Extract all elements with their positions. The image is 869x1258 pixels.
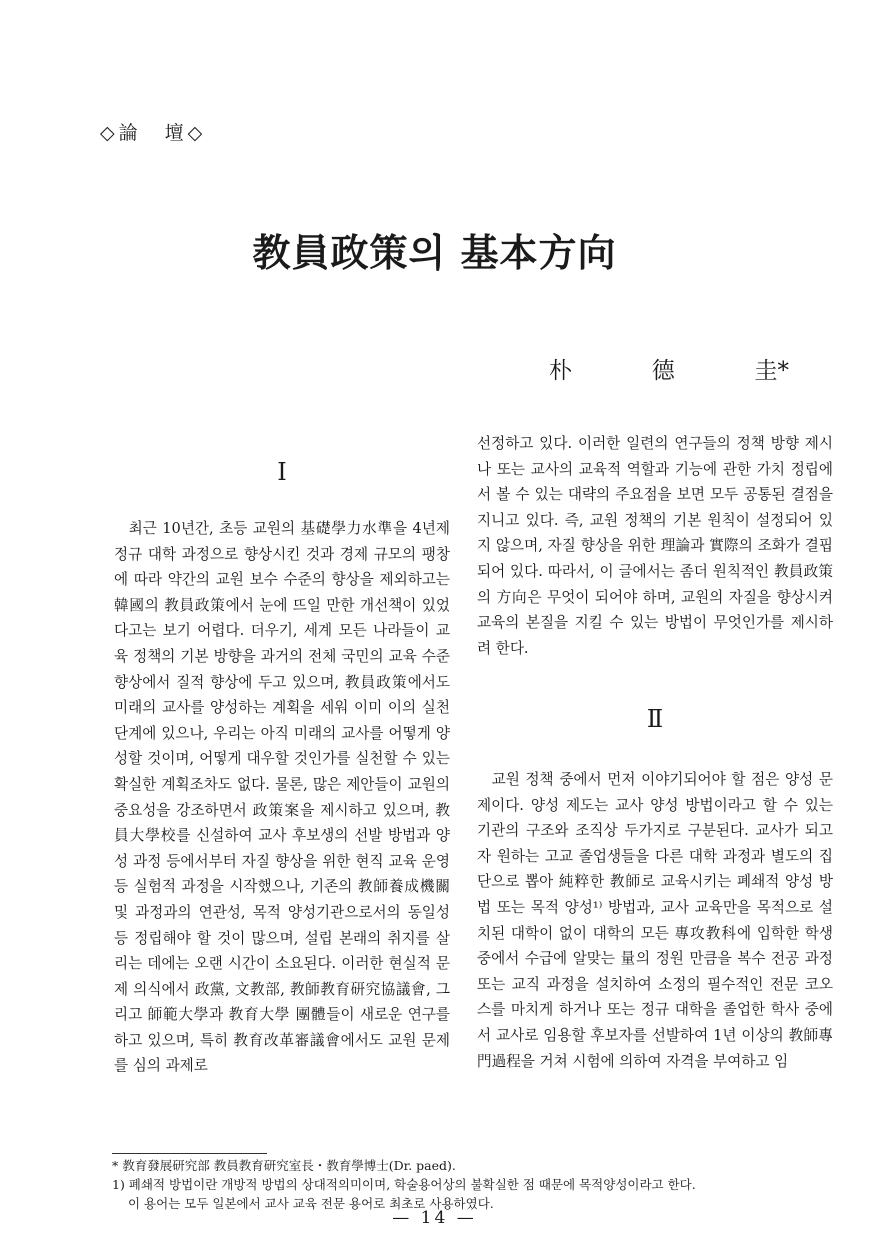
- author-given-name-1: 德: [651, 358, 675, 384]
- section-heading-2: Ⅱ: [646, 705, 664, 733]
- footnote-rule: [112, 1153, 267, 1154]
- section-tag: ◇論 壇◇: [100, 122, 207, 144]
- section-heading-1: Ⅰ: [277, 458, 287, 486]
- author-given-name-2: 圭*: [754, 358, 789, 384]
- body-paragraph-3: 교원 정책 중에서 먼저 이야기되어야 할 점은 양성 문제이다. 양성 제도는 교사 양성 방법이라고 할 수 있는 기관의 구조와 조직상 두가지로 구분된다. 교사가 되고자 원하는 고교 졸업생들을 다른 대학 과정과 별도의 집단으로 뽑아 純粹한 教師로 교육시키는 폐쇄적 양성 방법 또는 목적 양성¹⁾ 방법과, 교사 교육만을 목적으로 설치된 대학이 없이 대학의 모든 專攻教科에 입학한 학생 중에서 수급에 알맞는 量의 정원 만큼을 복수 전공 과정 또는 교직 과정을 설치하여 소정의 필수적인 전문 코오스를 마치게 하거나 또는 정규 대학을 졸업한 학사 중에서 교사로 임용할 후보자를 선발하여 1년 이상의 教師專門過程을 거쳐 시험에 의하여 자격을 부여하고 임: [477, 771, 833, 1070]
- footnotes: [112, 1153, 842, 1213]
- page-number: — 14 —: [392, 1208, 477, 1228]
- left-column: [114, 516, 450, 1079]
- right-column: [477, 431, 833, 661]
- author-name: [549, 352, 789, 385]
- body-paragraph-2: 선정하고 있다. 이러한 일련의 연구들의 정책 방향 제시나 또는 교사의 교육적 역할과 기능에 관한 가치 정립에서 볼 수 있는 대략의 주요점을 보면 모두 공통된 결점을 지니고 있다. 즉, 교원 정책의 기본 원칙이 설정되어 있지 않으며, 자질 향상을 위한 理論과 實際의 조화가 결핍되어 있다. 따라서, 이 글에서는 좀더 원칙적인 教員政策의 方向은 무엇이 되어야 하며, 교원의 자질을 향상시켜 교육의 본질을 지킬 수 있는 방법이 무엇인가를 제시하려 한다.: [477, 435, 833, 657]
- body-paragraph-1: 최근 10년간, 초등 교원의 基礎學力水準을 4년제 정규 대학 과정으로 향상시킨 것과 경제 규모의 팽창에 따라 약간의 교원 보수 수준의 향상을 제외하고는 韓國의 教員政策에서 눈에 뜨일 만한 개선책이 있었다고는 보기 어렵다. 더우기, 세계 모든 나라들이 교육 정책의 기본 방향을 과거의 전체 국민의 교육 수준 향상에서 질적 향상에 두고 있으며, 教員政策에서도 미래의 교사를 양성하는 계획을 세워 이미 이의 실천 단계에 있으나, 우리는 아직 미래의 교사를 어떻게 양성할 것이며, 어떻게 대우할 것인가를 실천할 수 있는 확실한 계획조차도 없다. 물론, 많은 제안들이 교원의 중요성을 강조하면서 政策案을 제시하고 있으며, 教員大學校를 신설하여 교사 후보생의 선발 방법과 양성 과정 등에서부터 자질 향상을 위한 현직 교육 운영 등 실험적 과정을 시작했으나, 기존의 教師養成機關 및 과정과의 연관성, 목적 양성기관으로서의 동일성 등 정립해야 할 것이 많으며, 설립 본래의 취지를 살리는 데에는 오랜 시간이 소요된다. 이러한 현실적 문제 의식에서 政黨, 文教部, 教師教育研究協議會, 그리고 師範大學과 教育大學 團體들이 새로운 연구를 하고 있으며, 특히 教育改革審議會에서도 교원 문제를 심의 과제로: [114, 520, 450, 1075]
- article-title: 教員政策의 基本方向: [252, 230, 617, 275]
- footnote-author: * 教育發展研究部 教員教育研究室長・教育學博士(Dr. paed).: [112, 1158, 456, 1173]
- right-column-section-2: [477, 767, 833, 1074]
- footnote-1: 1) 폐쇄적 방법이란 개방적 방법의 상대적의미이며, 학술용어상의 불확실한 점 때문에 목적양성이라고 한다.: [112, 1177, 696, 1192]
- footnote-1-continued: 이 용어는 모두 일본에서 교사 교육 전문 용어로 최초로 사용하였다.: [128, 1196, 494, 1211]
- author-surname: 朴: [549, 358, 572, 384]
